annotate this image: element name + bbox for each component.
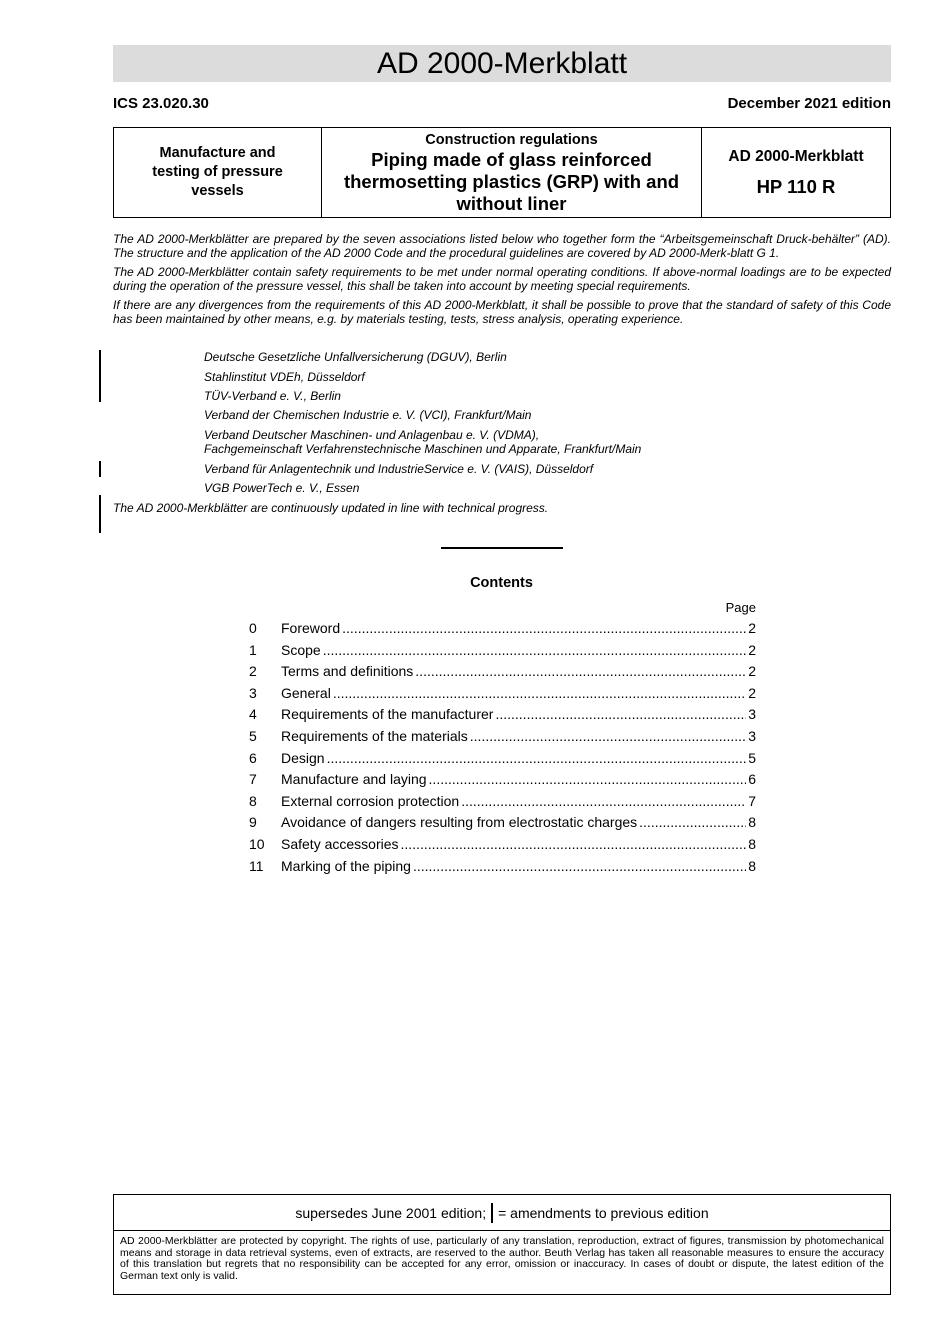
toc-number: 9	[249, 814, 257, 831]
toc-entry[interactable]	[249, 726, 756, 748]
contents-heading: Contents	[470, 575, 533, 591]
toc-entry[interactable]	[249, 704, 756, 726]
toc-entry[interactable]	[249, 769, 756, 791]
header-code-number: HP 110 R	[756, 175, 836, 197]
toc-number: 0	[249, 620, 257, 636]
association-item: Verband für Anlagentechnik und IndustrieService e. V. (VAIS), Düsseldorf	[204, 462, 594, 476]
toc-title: Scope .....	[281, 640, 746, 662]
meta-row	[113, 95, 891, 115]
ics-code: ICS 23.020.30	[113, 95, 209, 112]
toc-page: 3	[746, 726, 756, 748]
change-bar	[99, 461, 101, 477]
toc-title: Foreword .....	[281, 618, 746, 640]
header-code	[702, 128, 890, 217]
toc-number: 10	[249, 835, 265, 852]
toc-page: 2	[746, 683, 756, 705]
supersedes-text: supersedes June 2001 edition;	[295, 1205, 487, 1221]
toc-number: 1	[249, 641, 257, 658]
toc-number: 4	[249, 706, 257, 723]
toc-number: 2	[249, 663, 257, 680]
toc-entry[interactable]	[249, 683, 756, 705]
header-subject-type: Construction regulations	[425, 131, 598, 148]
toc-page: 2	[746, 640, 756, 662]
association-item: Verband Deutscher Maschinen- und Anlagenbau e. V. (VDMA),	[204, 428, 540, 442]
toc-title: Design .....	[281, 748, 746, 770]
change-bar-legend-icon	[491, 1203, 493, 1223]
toc-title: Safety accessories .....	[281, 834, 746, 856]
toc-entry[interactable]	[249, 834, 756, 856]
intro-paragraph-2: The AD 2000-Merkblätter contain safety requirements to be met under normal operating conditions. If above-normal loadings are to be expected during the operation of the pressure vessel, this shall be taken into account by meeting special requirements.	[113, 265, 891, 293]
toc-number: 5	[249, 727, 257, 744]
footer-box	[113, 1194, 891, 1295]
toc-entry[interactable]	[249, 812, 756, 834]
header-code-series: AD 2000-Merkblatt	[728, 147, 864, 165]
toc-title: Avoidance of dangers resulting from electrostatic charges .....	[281, 812, 746, 834]
change-bar	[99, 350, 101, 402]
toc-number: 6	[249, 749, 257, 766]
toc-title: External corrosion protection .....	[281, 791, 746, 813]
association-item: Verband der Chemischen Industrie e. V. (VCI), Frankfurt/Main	[204, 408, 532, 422]
toc-number: 7	[249, 771, 257, 788]
toc-entry[interactable]	[249, 618, 756, 640]
intro-paragraph-1: The AD 2000-Merkblätter are prepared by the seven associations listed below who together form the “Arbeitsgemeinschaft Druck-behälter” (AD). The structure and the application of the AD 2000 Code and the procedural guidelines are covered by AD 2000-Merk-blatt G 1.	[113, 232, 891, 260]
separator-rule	[441, 547, 563, 549]
toc-page: 8	[746, 834, 756, 856]
intro-text	[113, 233, 891, 332]
header-category: Manufacture and testing of pressure vessels	[114, 128, 322, 217]
update-note: The AD 2000-Merkblätter are continuously updated in line with technical progress.	[113, 501, 549, 515]
toc-page: 2	[746, 661, 756, 683]
table-of-contents	[249, 618, 756, 877]
toc-title: Marking of the piping .....	[281, 856, 746, 878]
copyright-notice: AD 2000-Merkblätter are protected by copyright. The rights of use, particularly of any translation, reproduction, extract of figures, transmission by photomechanical means and storage in data retrieval systems, even of extracts, are reserved to the author. Beuth Verlag has taken all reasonable measures to ensure the accuracy of this translation but regrets that no responsibility can be accepted for any error, omission or inaccuracy. In cases of doubt or dispute, the latest edition of the German text only is valid.	[120, 1235, 884, 1282]
toc-number: 3	[249, 684, 257, 701]
toc-title: Requirements of the materials .....	[281, 726, 746, 748]
document-title: AD 2000-Merkblatt	[113, 45, 891, 82]
toc-entry[interactable]	[249, 661, 756, 683]
amendments-legend: = amendments to previous edition	[498, 1205, 709, 1221]
association-item: Stahlinstitut VDEh, Düsseldorf	[204, 370, 365, 384]
supersedes-note	[114, 1195, 890, 1231]
toc-page: 2	[746, 618, 756, 640]
association-item: Fachgemeinschaft Verfahrenstechnische Maschinen und Apparate, Frankfurt/Main	[204, 442, 642, 456]
toc-entry[interactable]	[249, 640, 756, 662]
toc-title: Requirements of the manufacturer .....	[281, 704, 746, 726]
toc-title: Terms and definitions .....	[281, 661, 746, 683]
association-item: TÜV-Verband e. V., Berlin	[204, 389, 341, 403]
toc-page: 5	[746, 748, 756, 770]
header-subject	[322, 128, 702, 217]
toc-page: 8	[746, 856, 756, 878]
header-subject-title: Piping made of glass reinforced thermosetting plastics (GRP) with and without liner	[343, 148, 680, 214]
change-bar	[99, 495, 101, 533]
toc-title: General .....	[281, 683, 746, 705]
edition-date: December 2021 edition	[727, 95, 891, 112]
toc-page: 6	[746, 769, 756, 791]
toc-entry[interactable]	[249, 791, 756, 813]
contents-page-header: Page	[725, 600, 756, 615]
association-item: VGB PowerTech e. V., Essen	[204, 481, 360, 495]
toc-number: 8	[249, 792, 257, 809]
toc-title: Manufacture and laying .....	[281, 769, 746, 791]
toc-page: 8	[746, 812, 756, 834]
toc-entry[interactable]	[249, 748, 756, 770]
toc-entry[interactable]	[249, 856, 756, 878]
toc-page: 7	[746, 791, 756, 813]
intro-paragraph-3: If there are any divergences from the requirements of this AD 2000-Merkblatt, it shall be possible to prove that the standard of safety of this Code has been maintained by other means, e.g. by materials testing, tests, stress analysis, operating experience.	[113, 298, 891, 326]
toc-page: 3	[746, 704, 756, 726]
association-item: Deutsche Gesetzliche Unfallversicherung (DGUV), Berlin	[204, 350, 507, 364]
header-table	[113, 127, 891, 218]
toc-number: 11	[249, 857, 264, 874]
